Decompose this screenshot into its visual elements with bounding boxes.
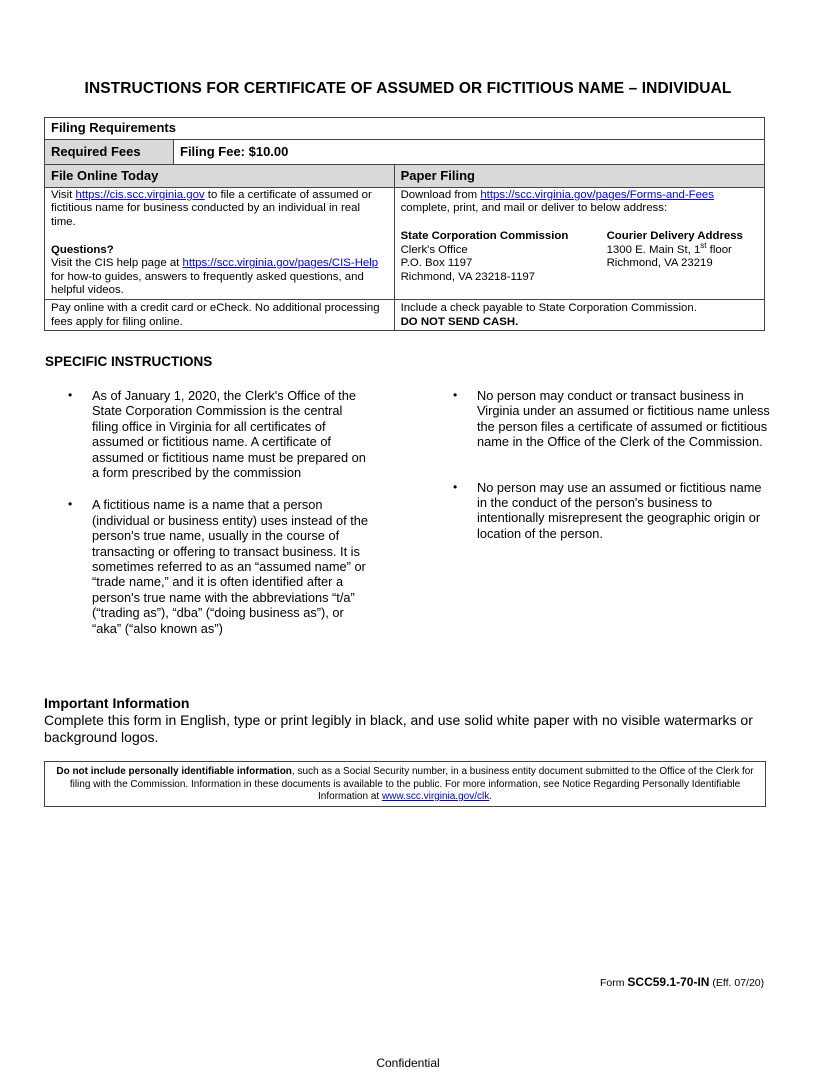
- required-fees-label: Required Fees: [45, 139, 174, 165]
- bullet-item: • No person may use an assumed or fictitious name in the conduct of the person's business to intentionally misrepresent the geographic origin or location of the person.: [453, 480, 775, 542]
- instructions-right-column: [453, 388, 775, 541]
- online-visit-text: Visit https://cis.scc.virginia.gov to file a certificate of assumed or fictitious name for business conducted by an individual in real time.: [51, 188, 372, 228]
- questions-label: Questions?: [51, 243, 114, 256]
- pii-notice-bold: Do not include personally identifiable information: [56, 766, 292, 777]
- address-block: [401, 230, 758, 284]
- important-info-title: Important Information: [44, 695, 190, 711]
- bullet-item: • No person may conduct or transact business in Virginia under an assumed or fictitious name unless the person files a certificate of assumed or fictitious name in the Office of the Clerk of the Commission.: [453, 388, 775, 450]
- important-info-body: Complete this form in English, type or print legibly in black, and use solid white paper with no visible watermarks or background logos.: [44, 712, 753, 745]
- forms-and-fees-link[interactable]: https://scc.virginia.gov/pages/Forms-and-Fees: [480, 188, 714, 201]
- confidential-footer: Confidential: [376, 1056, 440, 1070]
- online-payment-note: Pay online with a credit card or eCheck. No additional processing fees apply for filing online.: [45, 299, 395, 330]
- file-online-header: File Online Today: [45, 165, 395, 188]
- file-online-cell: [45, 187, 395, 299]
- instructions-left-column: [68, 388, 368, 636]
- form-identifier: Form SCC59.1-70-IN (Eff. 07/20): [600, 975, 765, 989]
- paper-filing-cell: [394, 187, 764, 299]
- filing-requirements-table: [44, 117, 765, 331]
- filing-requirements-header: Filing Requirements: [45, 118, 765, 140]
- bullet-item: • As of January 1, 2020, the Clerk's Office of the State Corporation Commission is the central filing office in Virginia for all certificates of assumed or fictitious name. A certificate of assumed or fictitious name must be prepared on a form prescribed by the commission: [68, 388, 368, 480]
- filing-fee-value: Filing Fee: $10.00: [174, 139, 765, 165]
- paper-filing-header: Paper Filing: [394, 165, 764, 188]
- cis-help-link[interactable]: https://scc.virginia.gov/pages/CIS-Help: [182, 257, 379, 270]
- paper-download-text: Download from https://scc.virginia.gov/pages/Forms-and-Fees complete, print, and mail or deliver to below address:: [400, 188, 714, 215]
- specific-instructions-heading: SPECIFIC INSTRUCTIONS: [45, 354, 213, 369]
- no-cash-warning: DO NOT SEND CASH.: [400, 315, 519, 328]
- mailing-address: State Corporation Commission Clerk's Office P.O. Box 1197 Richmond, VA 23218-1197: [400, 229, 569, 283]
- clk-link[interactable]: www.scc.virginia.gov/clk: [381, 791, 490, 802]
- paper-payment-note: Include a check payable to State Corporation Commission. DO NOT SEND CASH.: [394, 299, 764, 330]
- document-title: INSTRUCTIONS FOR CERTIFICATE OF ASSUMED OR FICTITIOUS NAME – INDIVIDUAL: [84, 80, 732, 97]
- pii-notice-box: Do not include personally identifiable information, such as a Social Security number, in a business entity document submitted to the Office of the Clerk for filing with the Commission. Information in these documents is available to the public. For more information, see Notice Regarding Personally Identifiable Information at www.scc.virginia.gov/clk.: [44, 761, 766, 807]
- online-help-text: Visit the CIS help page at https://scc.virginia.gov/pages/CIS-Help for how-to guides, answers to frequently asked questions, and helpful videos.: [51, 257, 379, 297]
- cis-link[interactable]: https://cis.scc.virginia.gov: [75, 188, 205, 201]
- bullet-item: • A fictitious name is a name that a person (individual or business entity) uses instead of the person's true name, usually in the course of transacting or offering to transact business. It is sometimes referred to as an “assumed name” or “trade name,” and it is often identified after a person's true name with the abbreviations “t/a” (“trading as”), “dba” (“doing business as”), or “aka” (“also known as”): [68, 497, 368, 636]
- pii-notice-text: , such as a Social Security number, in a business entity document submitted to the Office of the Clerk for filing with the Commission. Information in these documents is available to the public. For more information, see Notice Regarding Personally Identifiable Information at: [69, 766, 754, 802]
- courier-address: Courier Delivery Address 1300 E. Main St, 1st floor Richmond, VA 23219: [606, 229, 743, 270]
